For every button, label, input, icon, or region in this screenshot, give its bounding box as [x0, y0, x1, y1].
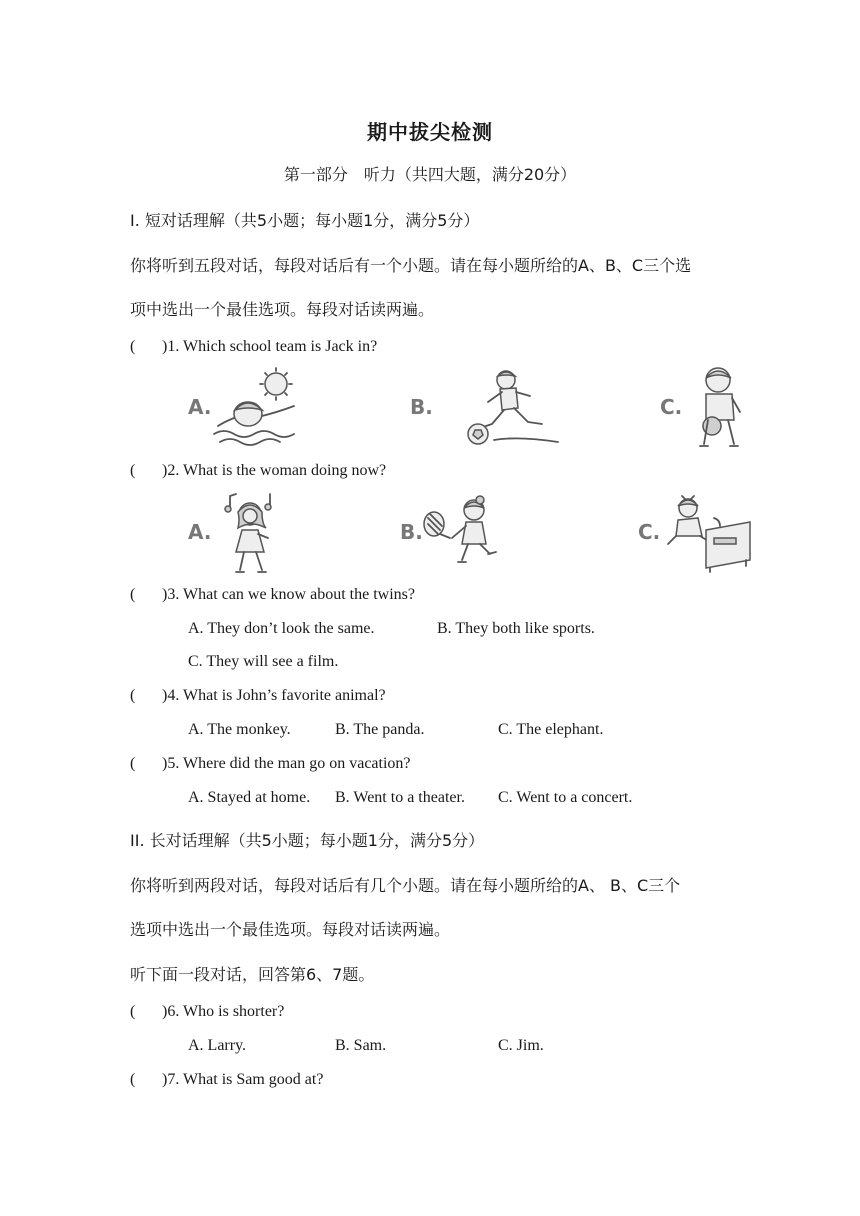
singing-icon: [222, 490, 284, 576]
option-b-label: B.: [410, 395, 433, 419]
option-a-label: A.: [188, 520, 212, 544]
section-1-heading: I. 短对话理解（共5小题；每小题1分，满分5分）: [130, 211, 480, 230]
section-1-instructions-line-2: 项中选出一个最佳选项。每段对话读两遍。: [130, 300, 435, 319]
option-b[interactable]: B. Sam.: [335, 1037, 387, 1054]
option-c[interactable]: C. Jim.: [498, 1037, 544, 1054]
option-b[interactable]: B. The panda.: [335, 721, 425, 738]
option-b[interactable]: B. They both like sports.: [437, 620, 595, 637]
option-c[interactable]: C. The elephant.: [498, 721, 604, 738]
option-a[interactable]: A. The monkey.: [188, 721, 291, 738]
section-2-sub-instruction: 听下面一段对话，回答第6、7题。: [130, 965, 375, 984]
part-subtitle: 第一部分 听力（共四大题，满分20分）: [283, 165, 577, 184]
section-1-instructions-line-1: 你将听到五段对话，每段对话后有一个小题。请在每小题所给的A、B、C三个选: [130, 256, 692, 275]
question-7: [130, 1071, 323, 1089]
option-a[interactable]: A. They don’t look the same.: [188, 620, 375, 637]
soccer-icon: [458, 366, 564, 450]
question-text: )4. What is John’s favorite animal?: [162, 687, 386, 704]
watching-tv-icon: [664, 492, 754, 574]
question-text: )1. Which school team is Jack in?: [162, 338, 378, 355]
question-text: )6. Who is shorter?: [162, 1003, 285, 1020]
question-2: [130, 462, 386, 480]
basketball-icon: [692, 364, 748, 452]
option-a[interactable]: A. Stayed at home.: [188, 789, 311, 806]
option-c-label: C.: [660, 395, 683, 419]
answer-blank[interactable]: (: [130, 1003, 136, 1020]
section-2-heading: II. 长对话理解（共5小题；每小题1分，满分5分）: [130, 831, 485, 850]
answer-blank[interactable]: (: [130, 1071, 136, 1088]
question-4: [130, 687, 386, 705]
question-text: )3. What can we know about the twins?: [162, 586, 415, 603]
answer-blank[interactable]: (: [130, 462, 136, 479]
answer-blank[interactable]: (: [130, 687, 136, 704]
option-b-label: B.: [400, 520, 423, 544]
question-text: )5. Where did the man go on vacation?: [162, 755, 411, 772]
option-c-label: C.: [638, 520, 661, 544]
question-3: [130, 586, 415, 604]
option-c[interactable]: C. They will see a film.: [188, 653, 339, 670]
page-title: 期中拔尖检测: [367, 120, 493, 144]
question-6: [130, 1003, 284, 1021]
option-c[interactable]: C. Went to a concert.: [498, 789, 633, 806]
section-2-instructions-line-2: 选项中选出一个最佳选项。每段对话读两遍。: [130, 920, 451, 939]
option-b[interactable]: B. Went to a theater.: [335, 789, 465, 806]
section-2-instructions-line-1: 你将听到两段对话，每段对话后有几个小题。请在每小题所给的A、 B、C三个: [130, 876, 681, 895]
swimming-icon: [210, 366, 310, 450]
option-a[interactable]: A. Larry.: [188, 1037, 247, 1054]
answer-blank[interactable]: (: [130, 338, 136, 355]
answer-blank[interactable]: (: [130, 586, 136, 603]
tennis-icon: [420, 494, 500, 570]
question-5: [130, 755, 411, 773]
question-text: )7. What is Sam good at?: [162, 1071, 324, 1088]
question-1: [130, 338, 377, 356]
answer-blank[interactable]: (: [130, 755, 136, 772]
option-a-label: A.: [188, 395, 212, 419]
question-text: )2. What is the woman doing now?: [162, 462, 387, 479]
